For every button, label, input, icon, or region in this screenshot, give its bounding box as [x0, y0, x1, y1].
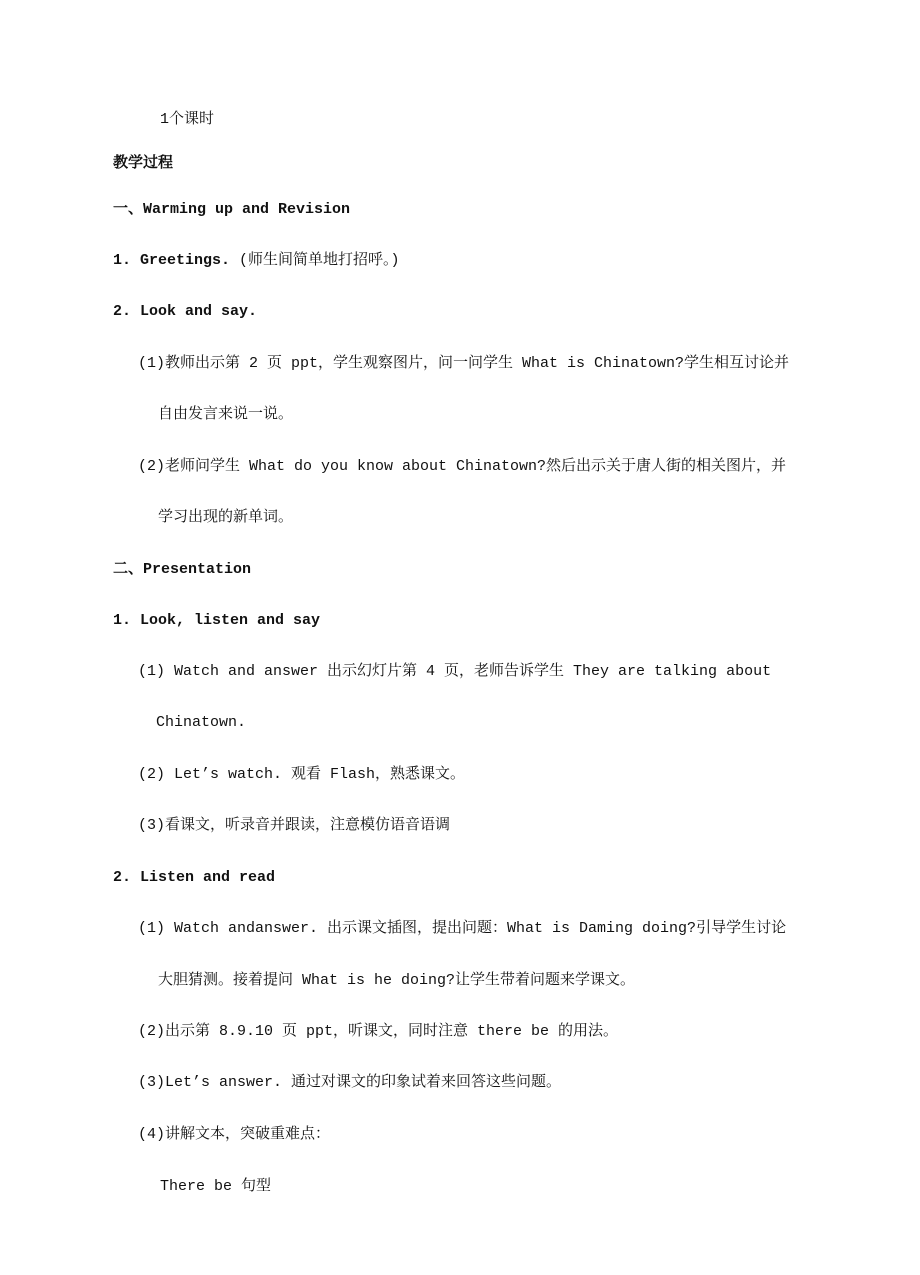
section-heading-warming-up: 一、Warming up and Revision	[113, 201, 351, 218]
paragraph: (2) Let’s watch. 观看 Flash，熟悉课文。	[138, 766, 466, 783]
step-greetings	[113, 251, 400, 271]
paragraph: 学习出现的新单词。	[158, 509, 294, 526]
paragraph: (1) Watch andanswer. 出示课文插图，提出问题：What is Daming doing?引导学生讨论	[138, 920, 787, 937]
paragraph: (3)Let’s answer. 通过对课文的印象试着来回答这些问题。	[138, 1074, 562, 1091]
paragraph: There be 句型	[160, 1178, 272, 1195]
paragraph: (4)讲解文本，突破重难点：	[138, 1126, 331, 1143]
paragraph: (2)出示第 8.9.10 页 ppt，听课文，同时注意 there be 的用法。	[138, 1023, 619, 1040]
step-note: (师生间简单地打招呼。)	[239, 252, 400, 269]
paragraph: (2)老师问学生 What do you know about Chinatown?然后出示关于唐人街的相关图片，并	[138, 458, 787, 475]
paragraph: 自由发言来说一说。	[158, 406, 294, 423]
section-heading-teaching-process: 教学过程	[113, 155, 174, 172]
class-hours: 1个课时	[160, 111, 215, 128]
step-label: 1. Greetings.	[113, 252, 231, 269]
paragraph: (3)看课文，听录音并跟读，注意模仿语音语调	[138, 817, 451, 834]
paragraph: Chinatown.	[156, 714, 247, 731]
step-look-listen-say: 1. Look, listen and say	[113, 612, 321, 629]
paragraph: (1)教师出示第 2 页 ppt，学生观察图片，问一问学生 What is Chinatown?学生相互讨论并	[138, 355, 790, 372]
step-listen-and-read: 2. Listen and read	[113, 869, 276, 886]
section-heading-presentation: 二、Presentation	[113, 561, 252, 578]
paragraph: (1) Watch and answer 出示幻灯片第 4 页，老师告诉学生 They are talking about	[138, 663, 772, 680]
step-look-and-say: 2. Look and say.	[113, 303, 258, 320]
paragraph: 大胆猜测。接着提问 What is he doing?让学生带着问题来学课文。	[158, 972, 636, 989]
